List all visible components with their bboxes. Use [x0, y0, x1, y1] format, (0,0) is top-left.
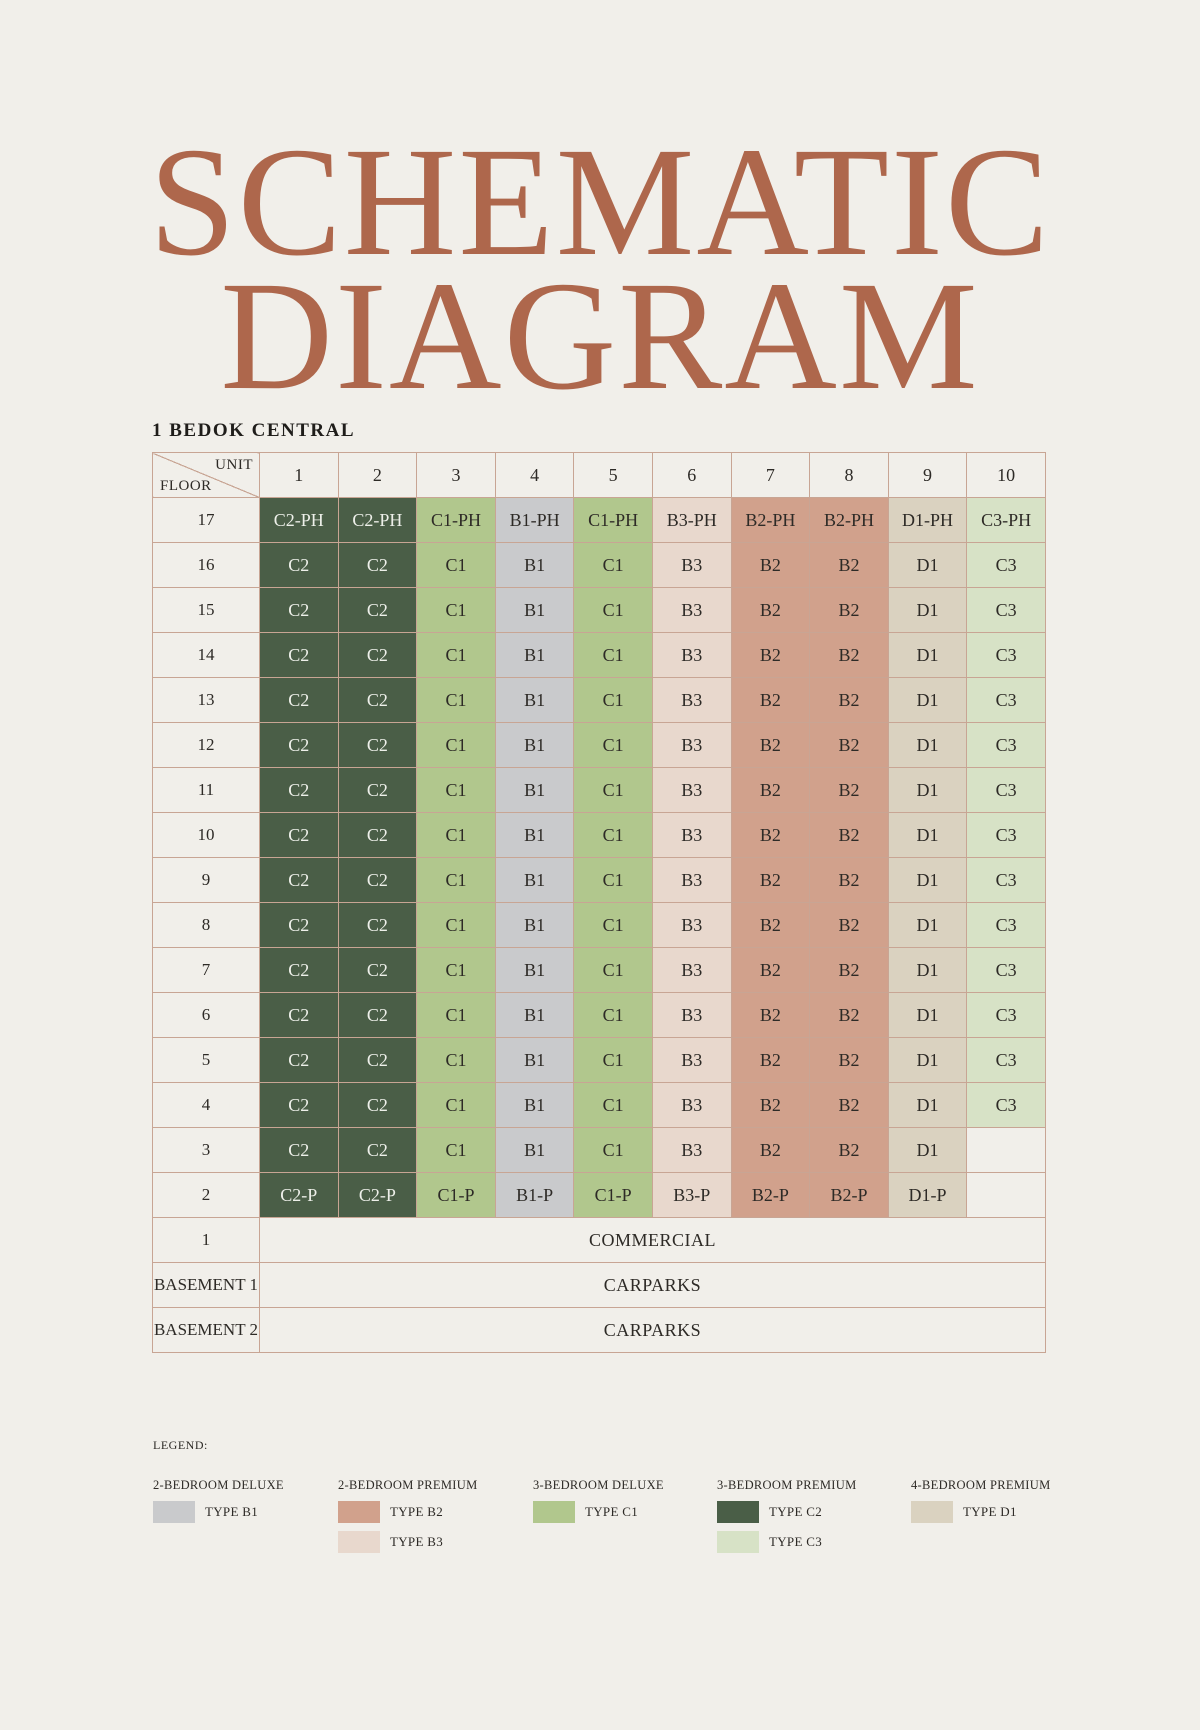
floor-row [153, 903, 1046, 948]
unit-cell: C2-PH [260, 498, 339, 543]
unit-cell: C1 [417, 543, 496, 588]
unit-cell: B2 [810, 948, 889, 993]
legend-group-heading: 2-BEDROOM PREMIUM [338, 1478, 478, 1492]
unit-cell: C3 [967, 633, 1046, 678]
unit-cell: B2 [810, 858, 889, 903]
unit-cell: C1 [574, 543, 653, 588]
unit-cell: C1 [574, 588, 653, 633]
unit-cell: B3 [652, 993, 731, 1038]
unit-cell: C1-PH [417, 498, 496, 543]
floor-row [153, 543, 1046, 588]
unit-cell: D1 [888, 768, 967, 813]
unit-cell: B2 [731, 1038, 810, 1083]
unit-cell: B1 [495, 1038, 574, 1083]
wide-label-cell: CARPARKS [260, 1263, 1046, 1308]
legend-label: TYPE C1 [585, 1504, 639, 1519]
unit-cell: B1 [495, 993, 574, 1038]
floor-label: 3 [153, 1128, 260, 1173]
unit-cell: C2 [338, 1083, 417, 1128]
floor-label: 1 [153, 1218, 260, 1263]
unit-cell: B2 [731, 813, 810, 858]
unit-cell: D1 [888, 993, 967, 1038]
wide-label-cell: COMMERCIAL [260, 1218, 1046, 1263]
unit-header-row [153, 453, 1046, 498]
unit-cell: C1 [417, 1128, 496, 1173]
unit-cell: B3-PH [652, 498, 731, 543]
unit-cell: B2 [810, 588, 889, 633]
unit-cell: B2 [731, 948, 810, 993]
unit-cell: B1 [495, 903, 574, 948]
unit-cell: B3 [652, 543, 731, 588]
unit-cell: C2 [338, 1038, 417, 1083]
title-line-2: DIAGRAM [220, 249, 980, 422]
unit-cell: D1 [888, 948, 967, 993]
unit-cell: C3 [967, 1038, 1046, 1083]
unit-cell: D1 [888, 588, 967, 633]
legend-swatch [533, 1501, 575, 1523]
unit-cell: B2 [731, 1128, 810, 1173]
unit-cell: C2 [260, 723, 339, 768]
unit-header-9: 9 [888, 453, 967, 498]
unit-cell: C1 [417, 768, 496, 813]
floor-label: 9 [153, 858, 260, 903]
unit-header-6: 6 [652, 453, 731, 498]
floor-label: 15 [153, 588, 260, 633]
unit-cell: B2 [810, 633, 889, 678]
unit-cell: C2 [338, 588, 417, 633]
legend-group-heading: 4-BEDROOM PREMIUM [911, 1478, 1051, 1492]
unit-cell: C2 [338, 858, 417, 903]
unit-cell: B1 [495, 678, 574, 723]
empty-cell [967, 1128, 1046, 1173]
unit-cell: C1 [417, 1083, 496, 1128]
corner-cell [153, 453, 260, 498]
unit-cell: B2 [810, 1038, 889, 1083]
unit-cell: C1 [574, 858, 653, 903]
unit-cell: B2 [731, 1083, 810, 1128]
unit-cell: C3 [967, 813, 1046, 858]
unit-cell: B2-PH [810, 498, 889, 543]
unit-header-7: 7 [731, 453, 810, 498]
corner-floor-label: FLOOR [160, 478, 212, 494]
floor-label: 2 [153, 1173, 260, 1218]
legend-item [911, 1501, 1051, 1523]
unit-cell: C2 [338, 678, 417, 723]
floor-label: 6 [153, 993, 260, 1038]
unit-cell: C2 [260, 858, 339, 903]
unit-header-3: 3 [417, 453, 496, 498]
unit-cell: B3 [652, 723, 731, 768]
legend-group [533, 1478, 664, 1531]
unit-cell: D1-P [888, 1173, 967, 1218]
unit-cell: D1-PH [888, 498, 967, 543]
unit-cell: B2 [731, 633, 810, 678]
unit-cell: C1 [417, 813, 496, 858]
floor-row [153, 1128, 1046, 1173]
floor-label: 16 [153, 543, 260, 588]
unit-cell: B2 [731, 588, 810, 633]
unit-cell: D1 [888, 543, 967, 588]
legend-item [153, 1501, 284, 1523]
wide-label-cell: CARPARKS [260, 1308, 1046, 1353]
unit-cell: C1 [574, 1083, 653, 1128]
unit-cell: C2 [260, 1038, 339, 1083]
unit-cell: B1 [495, 1083, 574, 1128]
floor-label: 13 [153, 678, 260, 723]
floor-label: 10 [153, 813, 260, 858]
unit-cell: C3 [967, 588, 1046, 633]
unit-cell: B3 [652, 678, 731, 723]
floor-row-wide [153, 1263, 1046, 1308]
unit-cell: B3 [652, 768, 731, 813]
unit-cell: B1 [495, 813, 574, 858]
legend-label: TYPE C3 [769, 1534, 823, 1549]
unit-cell: C2 [338, 633, 417, 678]
unit-cell: B2 [810, 543, 889, 588]
unit-header-8: 8 [810, 453, 889, 498]
unit-cell: C3 [967, 993, 1046, 1038]
unit-cell: C1 [574, 768, 653, 813]
unit-cell: D1 [888, 723, 967, 768]
unit-cell: D1 [888, 678, 967, 723]
floor-row [153, 498, 1046, 543]
unit-cell: B1 [495, 948, 574, 993]
unit-cell: C3-PH [967, 498, 1046, 543]
floor-row-wide [153, 1218, 1046, 1263]
unit-cell: C1 [574, 948, 653, 993]
unit-cell: B1 [495, 858, 574, 903]
unit-cell: C1-P [417, 1173, 496, 1218]
unit-cell: C3 [967, 768, 1046, 813]
unit-cell: C2 [338, 723, 417, 768]
floor-row-wide [153, 1308, 1046, 1353]
legend-group [717, 1478, 857, 1561]
legend-swatch [338, 1501, 380, 1523]
unit-cell: B1 [495, 633, 574, 678]
floor-row [153, 588, 1046, 633]
unit-cell: C2 [260, 768, 339, 813]
unit-cell: C3 [967, 948, 1046, 993]
floor-label: BASEMENT 2 [153, 1308, 260, 1353]
floor-row [153, 768, 1046, 813]
unit-cell: C2 [260, 588, 339, 633]
unit-cell: C3 [967, 1083, 1046, 1128]
legend-swatch [717, 1531, 759, 1553]
floor-label: BASEMENT 1 [153, 1263, 260, 1308]
unit-cell: B3 [652, 633, 731, 678]
floor-row [153, 993, 1046, 1038]
unit-cell: B3 [652, 813, 731, 858]
unit-cell: D1 [888, 1128, 967, 1173]
unit-cell: B3 [652, 948, 731, 993]
unit-cell: C1 [417, 633, 496, 678]
unit-cell: B1 [495, 723, 574, 768]
legend-item [338, 1501, 478, 1523]
unit-cell: B1-P [495, 1173, 574, 1218]
unit-cell: B2 [810, 813, 889, 858]
unit-cell: C2 [260, 903, 339, 948]
floor-label: 17 [153, 498, 260, 543]
floor-label: 7 [153, 948, 260, 993]
project-name: 1 BEDOK CENTRAL [152, 420, 356, 441]
legend-group [911, 1478, 1051, 1531]
unit-header-10: 10 [967, 453, 1046, 498]
unit-cell: C2 [260, 813, 339, 858]
unit-cell: B2-P [731, 1173, 810, 1218]
legend-group [338, 1478, 478, 1561]
unit-cell: C2 [260, 948, 339, 993]
unit-cell: B2 [810, 678, 889, 723]
unit-cell: B3 [652, 1128, 731, 1173]
unit-cell: C2 [338, 813, 417, 858]
corner-unit-label: UNIT [215, 457, 253, 473]
unit-cell: D1 [888, 633, 967, 678]
unit-cell: C2 [260, 993, 339, 1038]
floor-label: 12 [153, 723, 260, 768]
unit-cell: C1 [417, 723, 496, 768]
unit-cell: B2 [810, 1128, 889, 1173]
unit-cell: B2-P [810, 1173, 889, 1218]
unit-cell: B2 [731, 678, 810, 723]
floor-row [153, 633, 1046, 678]
unit-cell: B2 [810, 723, 889, 768]
unit-cell: B2 [810, 1083, 889, 1128]
unit-cell: B3 [652, 903, 731, 948]
unit-cell: C2-PH [338, 498, 417, 543]
unit-cell: D1 [888, 858, 967, 903]
unit-cell: C1 [417, 993, 496, 1038]
unit-cell: C1 [574, 633, 653, 678]
unit-cell: B1 [495, 768, 574, 813]
unit-cell: B2 [810, 903, 889, 948]
unit-cell: C2-P [260, 1173, 339, 1218]
unit-cell: B3 [652, 1083, 731, 1128]
unit-header-1: 1 [260, 453, 339, 498]
unit-cell: B1 [495, 588, 574, 633]
legend-group-heading: 3-BEDROOM PREMIUM [717, 1478, 857, 1492]
legend-label: TYPE D1 [963, 1504, 1017, 1519]
legend-label: TYPE B2 [390, 1504, 444, 1519]
floor-row [153, 813, 1046, 858]
legend-group [153, 1478, 284, 1531]
unit-cell: C3 [967, 858, 1046, 903]
unit-cell: B3 [652, 858, 731, 903]
legend-group-heading: 3-BEDROOM DELUXE [533, 1478, 664, 1492]
unit-cell: C1 [574, 723, 653, 768]
legend-item [533, 1501, 664, 1523]
unit-cell: B2 [731, 858, 810, 903]
legend-item [717, 1501, 857, 1523]
unit-cell: B1 [495, 543, 574, 588]
unit-cell: C3 [967, 723, 1046, 768]
floor-label: 5 [153, 1038, 260, 1083]
unit-cell: C1 [574, 903, 653, 948]
floor-row [153, 1038, 1046, 1083]
unit-cell: C1 [417, 1038, 496, 1083]
unit-cell: B2 [731, 543, 810, 588]
unit-cell: C1 [417, 678, 496, 723]
unit-cell: C1-P [574, 1173, 653, 1218]
unit-cell: B2 [810, 993, 889, 1038]
unit-cell: C1 [417, 903, 496, 948]
title-line-1: SCHEMATIC [148, 115, 1052, 288]
unit-cell: C1 [417, 588, 496, 633]
floor-row [153, 678, 1046, 723]
unit-header-5: 5 [574, 453, 653, 498]
unit-cell: C1-PH [574, 498, 653, 543]
empty-cell [967, 1173, 1046, 1218]
floor-label: 11 [153, 768, 260, 813]
unit-cell: B2 [731, 768, 810, 813]
unit-cell: B2 [731, 723, 810, 768]
unit-cell: C1 [574, 813, 653, 858]
unit-cell: C2 [338, 993, 417, 1038]
legend-label: TYPE B1 [205, 1504, 259, 1519]
unit-cell: D1 [888, 813, 967, 858]
legend-swatch [911, 1501, 953, 1523]
unit-cell: B3 [652, 588, 731, 633]
floor-label: 8 [153, 903, 260, 948]
floor-row [153, 723, 1046, 768]
unit-cell: C2 [260, 678, 339, 723]
floor-row [153, 1083, 1046, 1128]
unit-cell: C1 [417, 858, 496, 903]
unit-cell: C1 [417, 948, 496, 993]
unit-cell: B2 [731, 903, 810, 948]
unit-cell: C1 [574, 678, 653, 723]
legend-swatch [153, 1501, 195, 1523]
unit-cell: C3 [967, 678, 1046, 723]
legend-label: TYPE C2 [769, 1504, 823, 1519]
floor-row [153, 858, 1046, 903]
unit-cell: B1-PH [495, 498, 574, 543]
unit-header-4: 4 [495, 453, 574, 498]
unit-cell: B3-P [652, 1173, 731, 1218]
unit-cell: C2 [260, 1083, 339, 1128]
unit-cell: C2 [338, 1128, 417, 1173]
schematic-table [152, 452, 1046, 1353]
unit-cell: C2 [260, 1128, 339, 1173]
unit-cell: C2 [338, 543, 417, 588]
floor-label: 14 [153, 633, 260, 678]
unit-cell: C2-P [338, 1173, 417, 1218]
unit-cell: C2 [260, 543, 339, 588]
unit-cell: C2 [260, 633, 339, 678]
floor-label: 4 [153, 1083, 260, 1128]
unit-cell: B3 [652, 1038, 731, 1083]
legend-label: TYPE B3 [390, 1534, 444, 1549]
unit-cell: C2 [338, 768, 417, 813]
unit-cell: D1 [888, 903, 967, 948]
unit-cell: C1 [574, 1128, 653, 1173]
unit-cell: C1 [574, 993, 653, 1038]
legend-title: LEGEND: [153, 1438, 208, 1452]
unit-cell: D1 [888, 1083, 967, 1128]
floor-row [153, 948, 1046, 993]
unit-cell: C3 [967, 543, 1046, 588]
unit-cell: C2 [338, 903, 417, 948]
legend-group-heading: 2-BEDROOM DELUXE [153, 1478, 284, 1492]
floor-row [153, 1173, 1046, 1218]
legend-swatch [717, 1501, 759, 1523]
unit-cell: B2 [731, 993, 810, 1038]
unit-cell: C2 [338, 948, 417, 993]
legend-item [338, 1531, 478, 1553]
unit-cell: B2-PH [731, 498, 810, 543]
legend-item [717, 1531, 857, 1553]
unit-cell: C1 [574, 1038, 653, 1083]
unit-cell: C3 [967, 903, 1046, 948]
unit-cell: B1 [495, 1128, 574, 1173]
legend-swatch [338, 1531, 380, 1553]
unit-cell: B2 [810, 768, 889, 813]
unit-cell: D1 [888, 1038, 967, 1083]
unit-header-2: 2 [338, 453, 417, 498]
